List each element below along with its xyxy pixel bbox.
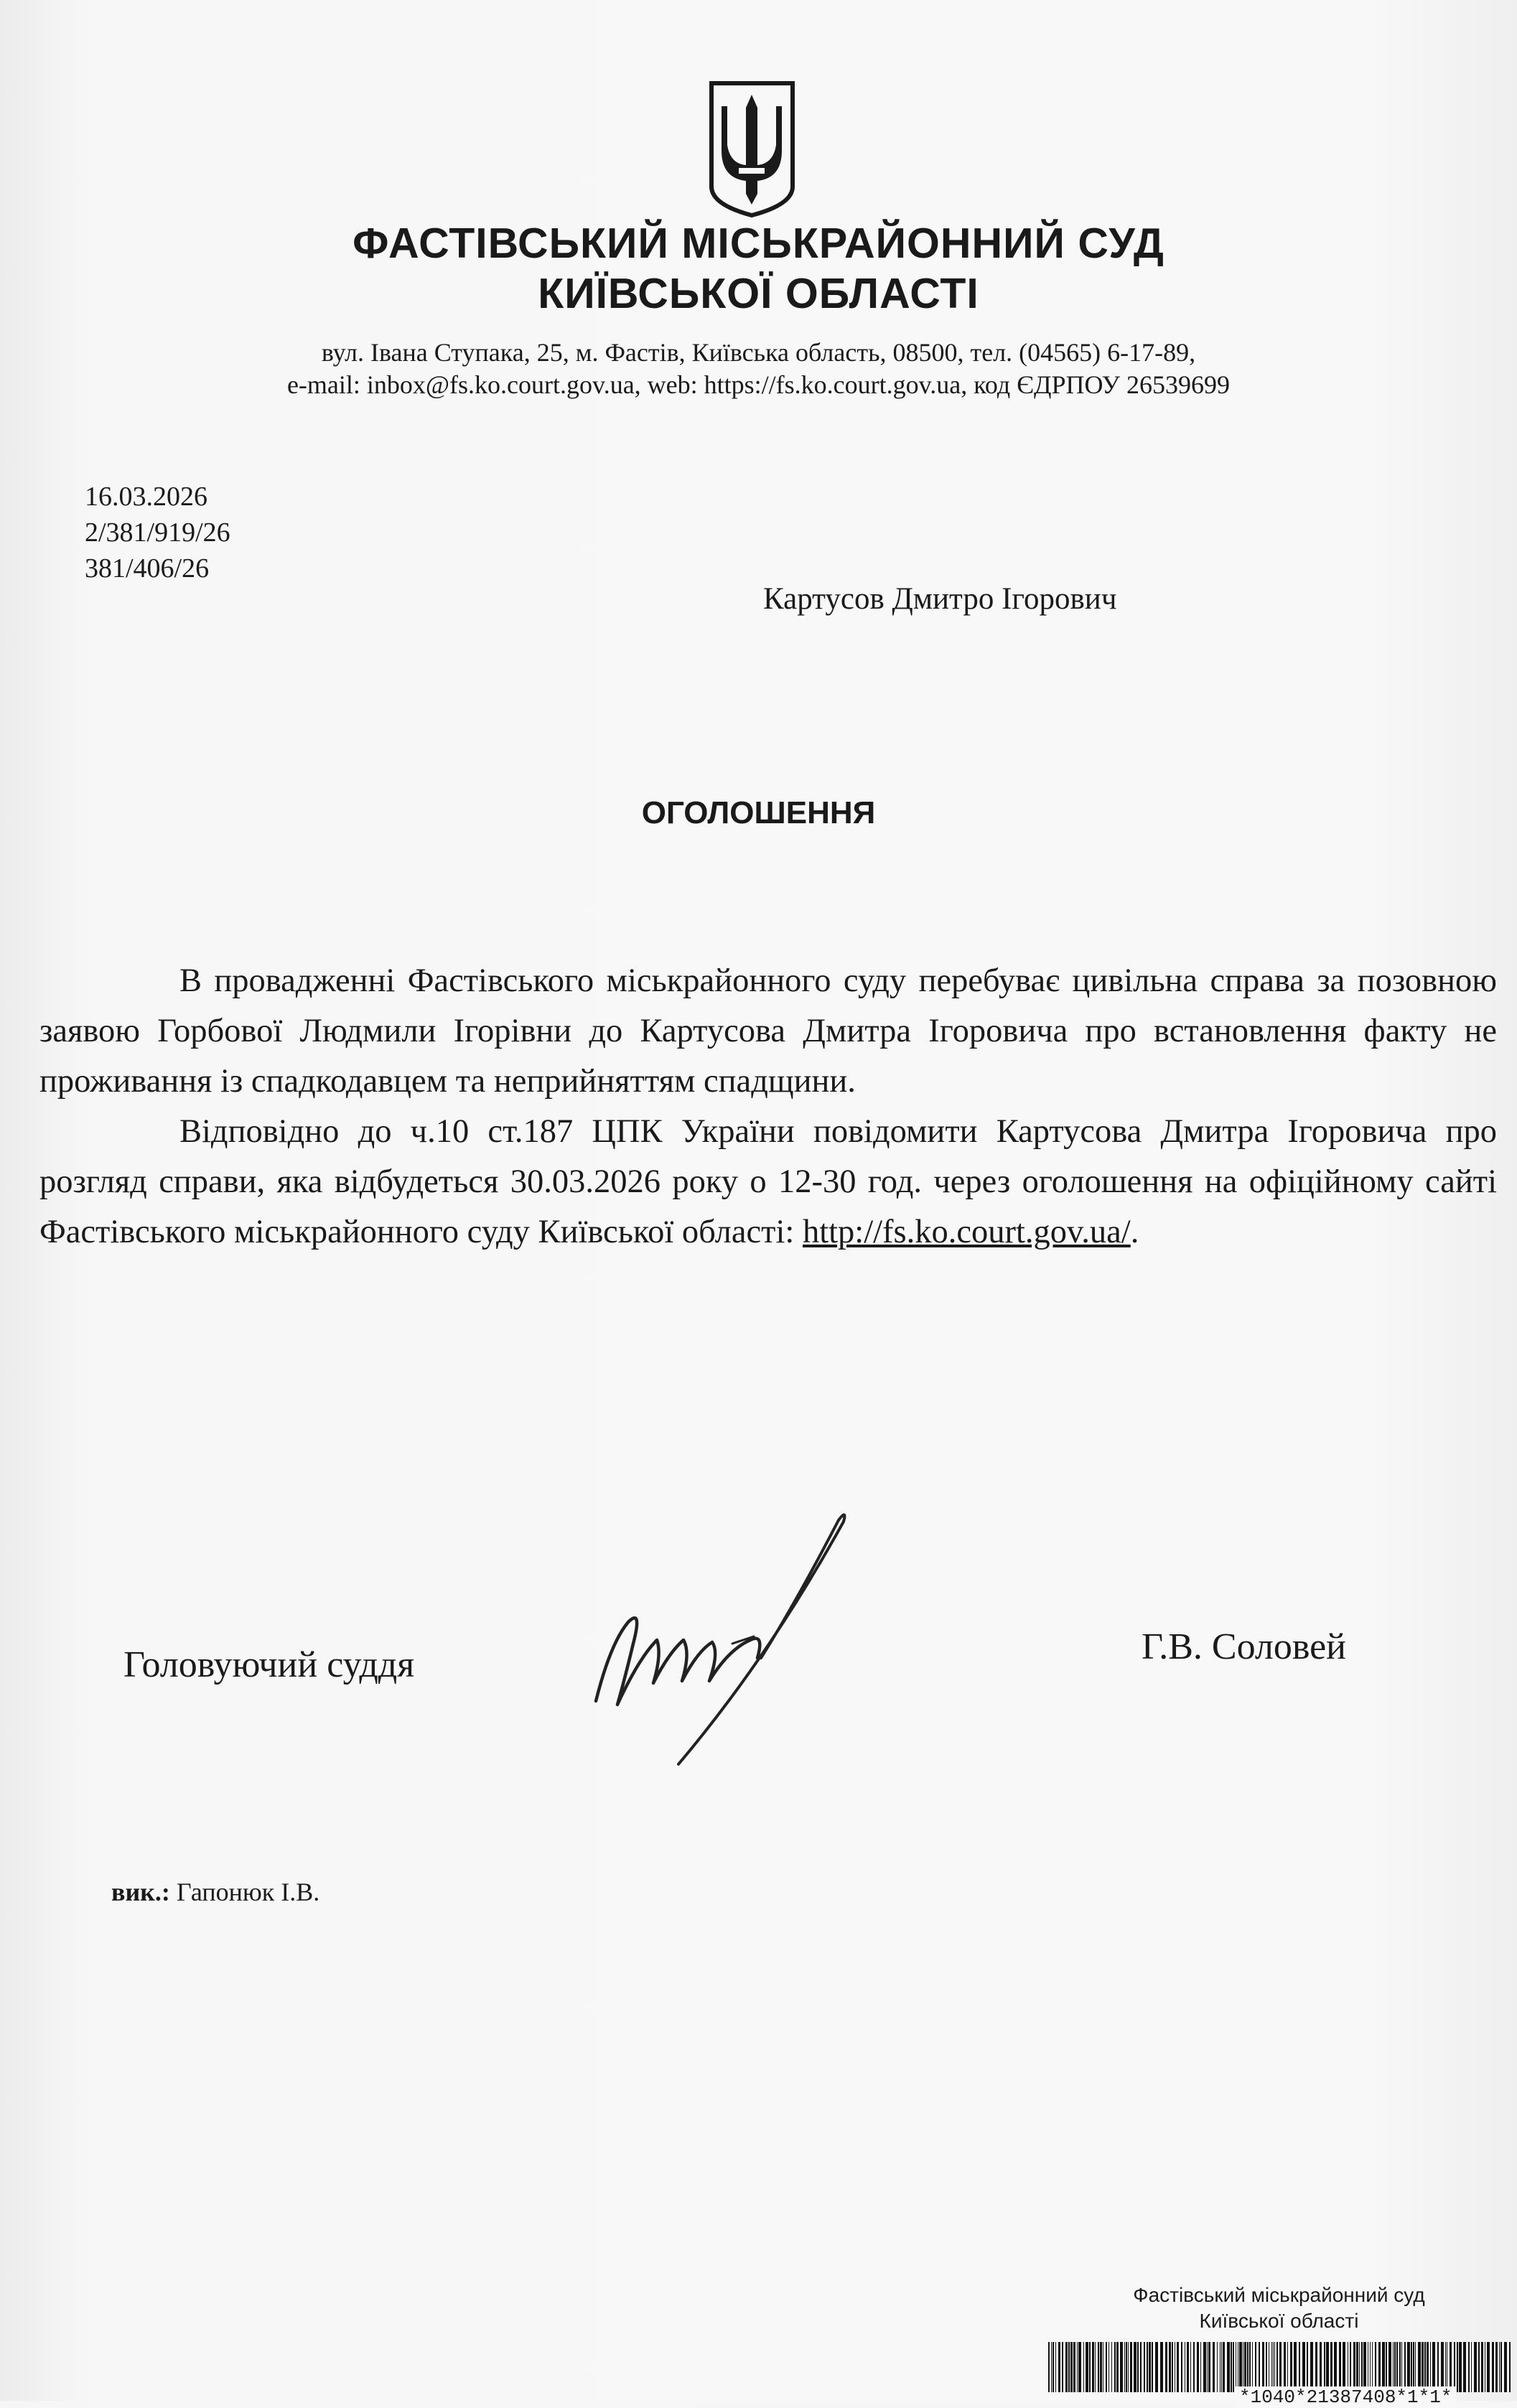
- paragraph-2-end: .: [1130, 1214, 1139, 1250]
- paragraph-2: [39, 1107, 1497, 1257]
- court-contacts: e-mail: inbox@fs.ko.court.gov.ua, web: https://fs.ko.court.gov.ua, код ЄДРПОУ 26539699: [286, 370, 1231, 399]
- document-date: 16.03.2026: [85, 482, 207, 512]
- addressee: Картусов Дмитро Ігорович: [763, 582, 1117, 616]
- barcode: [1048, 2342, 1511, 2392]
- sticker-region: Київської області: [1199, 2310, 1359, 2332]
- signer-role: Головуючий суддя: [123, 1644, 415, 1685]
- executor-line: [111, 1877, 319, 1907]
- sticker-court-name: Фастівський міськрайонний суд: [1133, 2284, 1425, 2306]
- signer-name: Г.В. Соловей: [1142, 1626, 1346, 1667]
- registration-sticker: [1041, 2275, 1517, 2408]
- barcode-number: *1040*21387408*1*1*: [1235, 2386, 1456, 2408]
- executor-name: Гапонюк І.В.: [169, 1878, 320, 1906]
- court-name-line1: ФАСТІВСЬКИЙ МІСЬКРАЙОННИЙ СУД: [353, 220, 1164, 267]
- coat-of-arms-of-ukraine-icon: [707, 79, 797, 219]
- document-title: ОГОЛОШЕННЯ: [641, 795, 876, 830]
- court-name-line2: КИЇВСЬКОЇ ОБЛАСТІ: [538, 270, 979, 317]
- paragraph-2-text: Відповідно до ч.10 ст.187 ЦПК України повідомити Картусова Дмитра Ігоровича про розгляд справи, яка відбудеться 30.03.2026 року о 12-30 год. через оголошення на офіційному сайті Фастівського міськрайонного суду Київської області:: [39, 1113, 1497, 1250]
- court-address: вул. Івана Ступака, 25, м. Фастів, Київська область, 08500, тел. (04565) 6-17-89,: [321, 338, 1196, 367]
- outgoing-number: 381/406/26: [85, 553, 210, 584]
- paragraph-1: В провадженні Фастівського міськрайонного суду перебуває цивільна справа за позовною заявою Горбової Людмили Ігорівни до Картусова Дмитра Ігоровича про встановлення факту не проживання із спадкодавцем та неприйняттям спадщини.: [39, 962, 1497, 1100]
- announcement-body: [39, 956, 1497, 1257]
- handwritten-signature: [589, 1493, 948, 1780]
- case-number: 2/381/919/26: [85, 517, 230, 548]
- court-website-link[interactable]: http://fs.ko.court.gov.ua/: [802, 1214, 1131, 1250]
- executor-label: вик.:: [111, 1878, 170, 1906]
